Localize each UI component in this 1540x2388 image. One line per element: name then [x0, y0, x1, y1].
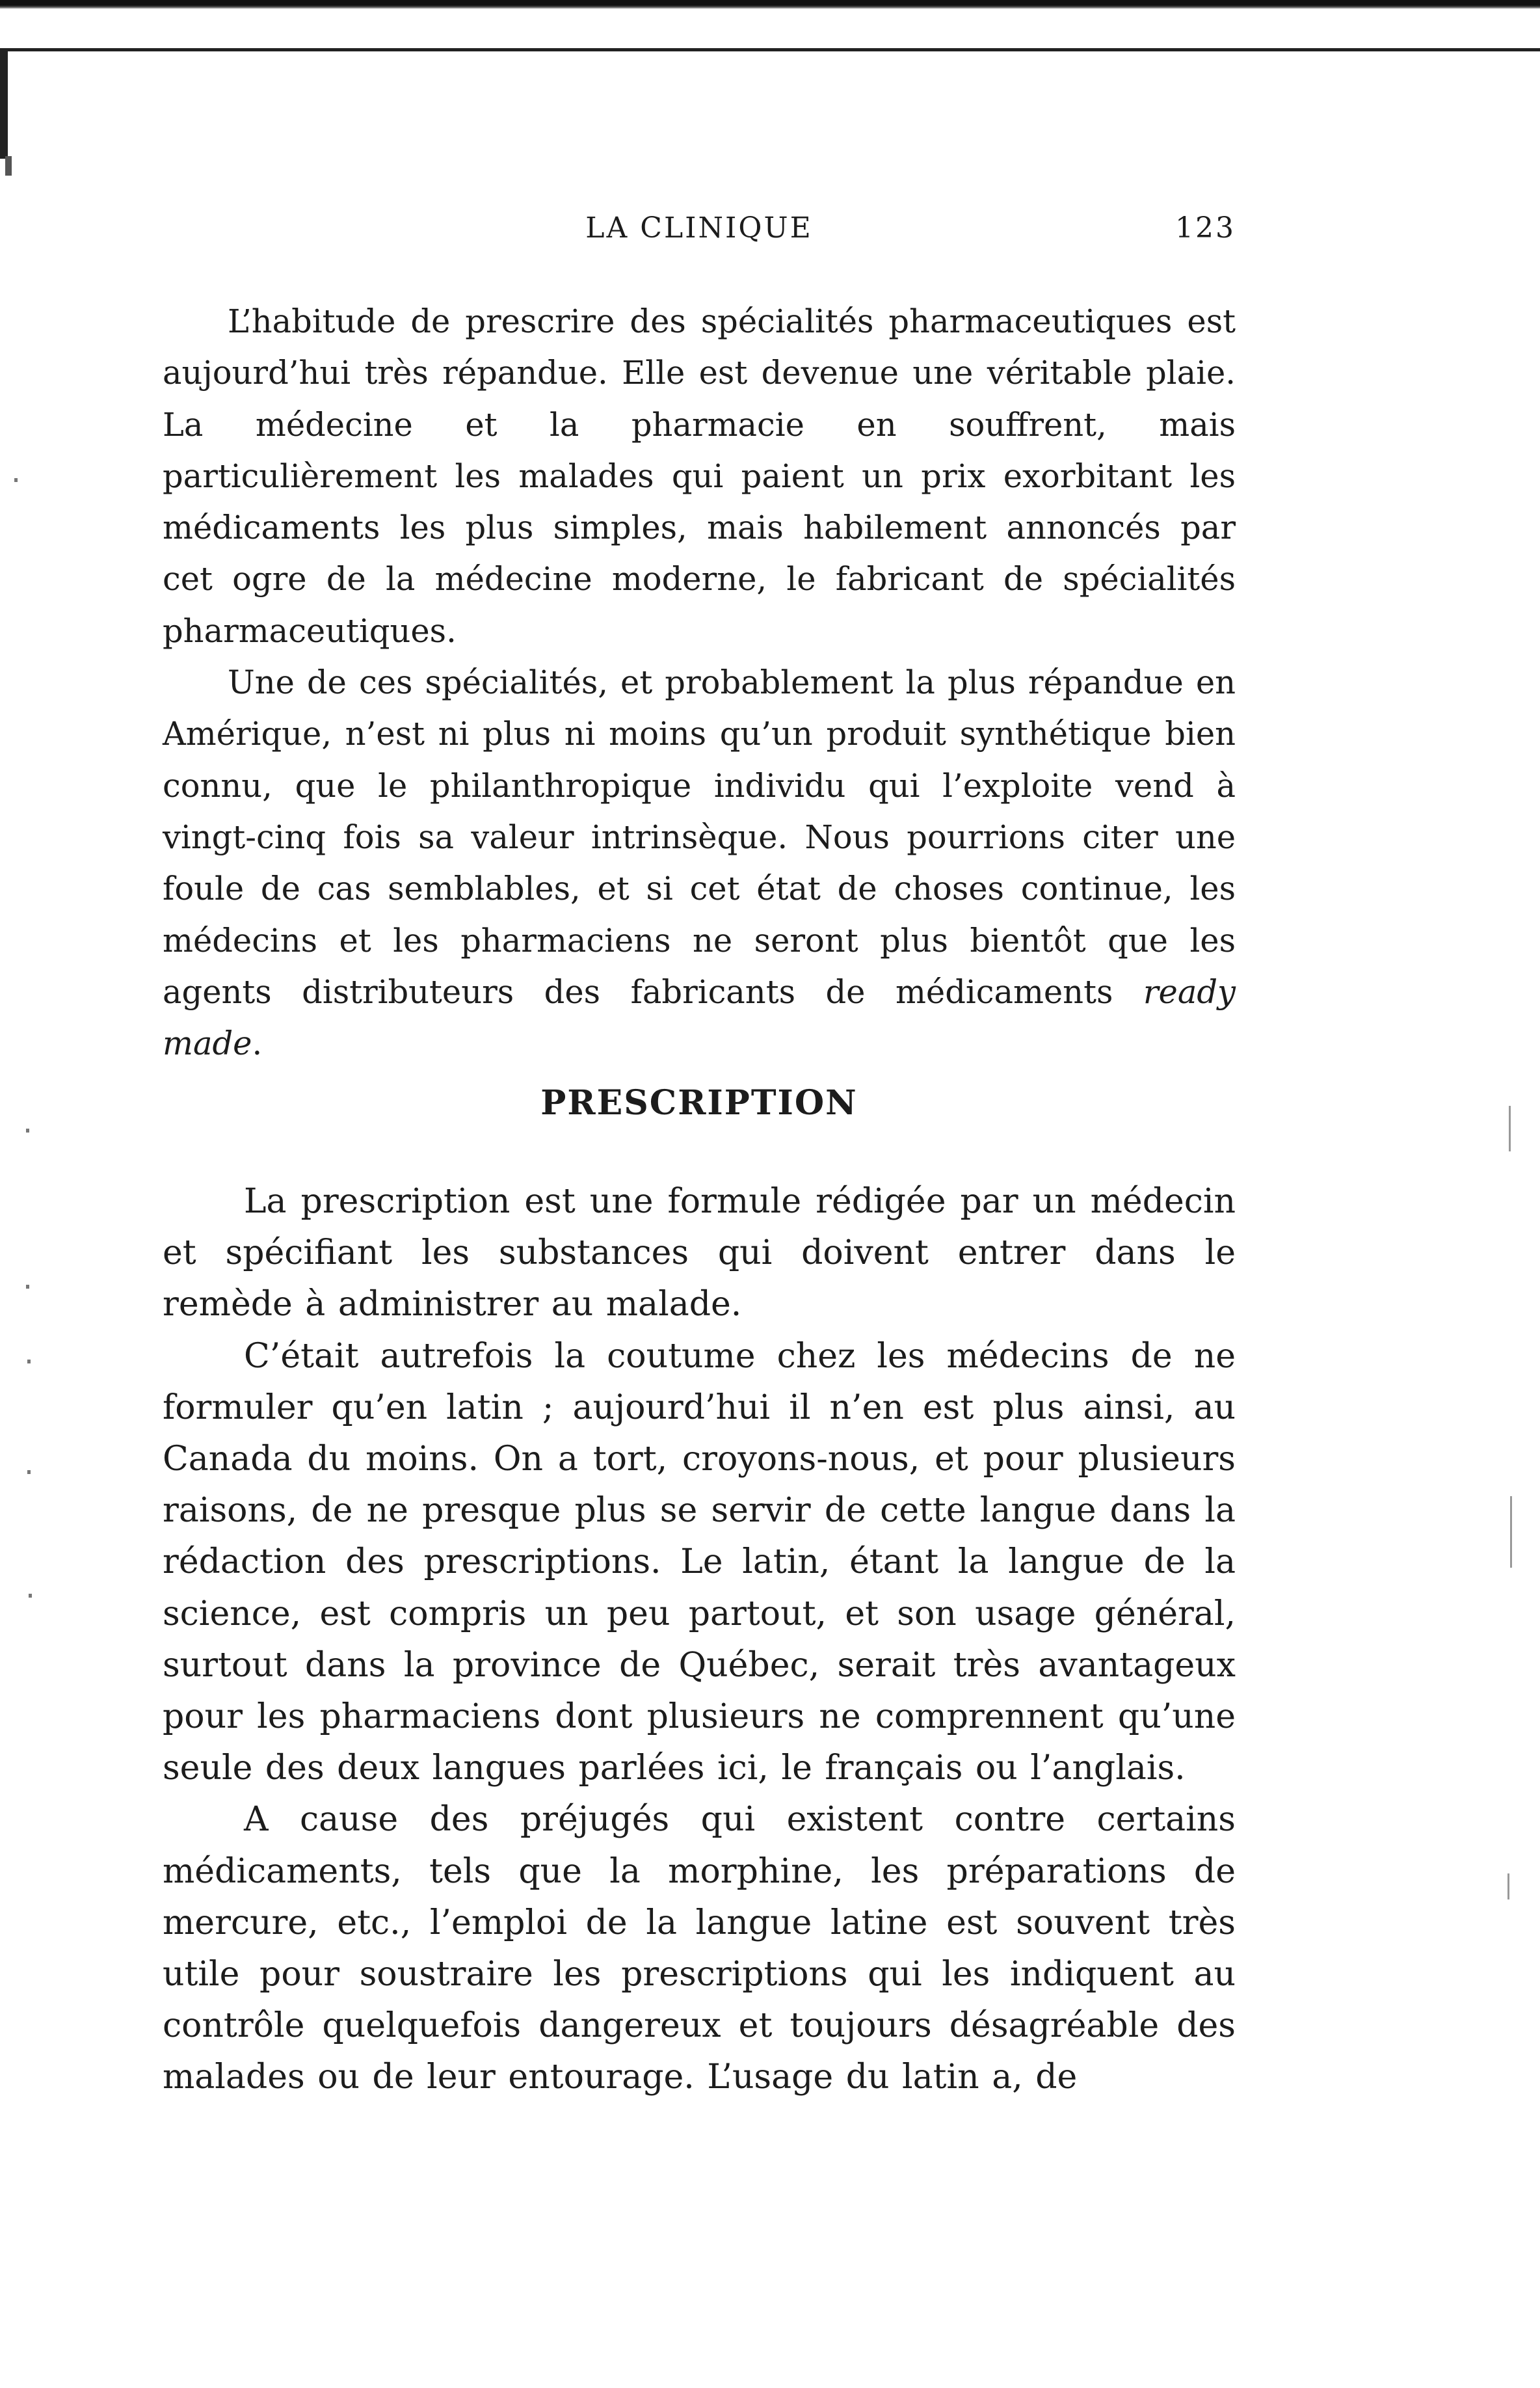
running-title: LA CLINIQUE — [585, 211, 813, 245]
italic-phrase: ready made — [163, 973, 1236, 1063]
edge-mark — [1510, 1496, 1512, 1568]
paragraph — [163, 657, 1236, 1069]
scan-speck — [5, 156, 12, 176]
running-header — [163, 211, 1236, 257]
paragraph: C’était autrefois la coutume chez les médecins de ne formuler qu’en latin ; aujourd’hui il n’en est plus ainsi, au Canada du moins. On a tort, croyons-nous, et pour plusieurs raisons, de ne presque plus se servir de cette langue dans la rédaction des prescriptions. Le latin, étant la langue de la science, est compris un peu partout, et son usage général, surtout dans la province de Québec, serait très avantageux pour les pharmaciens dont plusieurs ne comprennent qu’une seule des deux langues parlées ici, le français ou l’anglais. — [163, 1336, 1236, 1788]
margin-speck — [26, 1285, 29, 1289]
paragraph-text: . — [252, 1025, 263, 1063]
edge-mark — [1507, 1873, 1509, 1899]
margin-speck — [27, 1470, 31, 1474]
page-number: 123 — [1175, 211, 1236, 245]
scan-border-line — [0, 48, 1540, 51]
edge-mark — [1509, 1106, 1511, 1151]
scan-border-top — [0, 0, 1540, 9]
scan-border-left — [0, 48, 8, 159]
body-text-top — [163, 296, 1236, 1069]
margin-speck — [14, 478, 18, 482]
paragraph: A cause des préjugés qui existent contre certains médicaments, tels que la morphine, les préparations de mercure, etc., l’emploi de la langue latine est souvent très utile pour soustraire les prescriptions qui les indiquent au contrôle quelquefois dangereux et toujours désagréable des malades ou de leur entourage. L’usage du latin a, de — [163, 1800, 1236, 2097]
paragraph: L’habitude de prescrire des spécialités pharmaceutiques est aujourd’hui très répandue. Elle est devenue une véritable plaie. La médecine et la pharmacie en souffrent, mais particulièrement les malades qui paient un prix exorbitant les médicaments les plus simples, mais habilement annoncés par cet ogre de la médecine moderne, le fabricant de spécialités pharmaceutiques. — [163, 302, 1236, 650]
body-text-bottom — [163, 1176, 1236, 2104]
paragraph: La prescription est une formule rédigée par un médecin et spécifiant les substances qui doivent entrer dans le remède à administrer au malade. — [163, 1182, 1236, 1324]
margin-speck — [26, 1129, 29, 1133]
paragraph-text: Une de ces spécialités, et probablement la plus répandue en Amérique, n’est ni plus ni moins qu’un produit synthétique bien connu, que le philanthropique individu qui l’exploite vend à vingt-cinq fois sa valeur intrinsèque. Nous pourrions citer une foule de cas semblables, et si cet état de choses continue, les médecins et les pharmaciens ne seront plus bientôt que les agents distributeurs des fabricants de médicaments — [163, 664, 1236, 1011]
margin-speck — [29, 1594, 32, 1598]
section-heading: PRESCRIPTION — [540, 1083, 858, 1123]
margin-speck — [27, 1360, 31, 1363]
